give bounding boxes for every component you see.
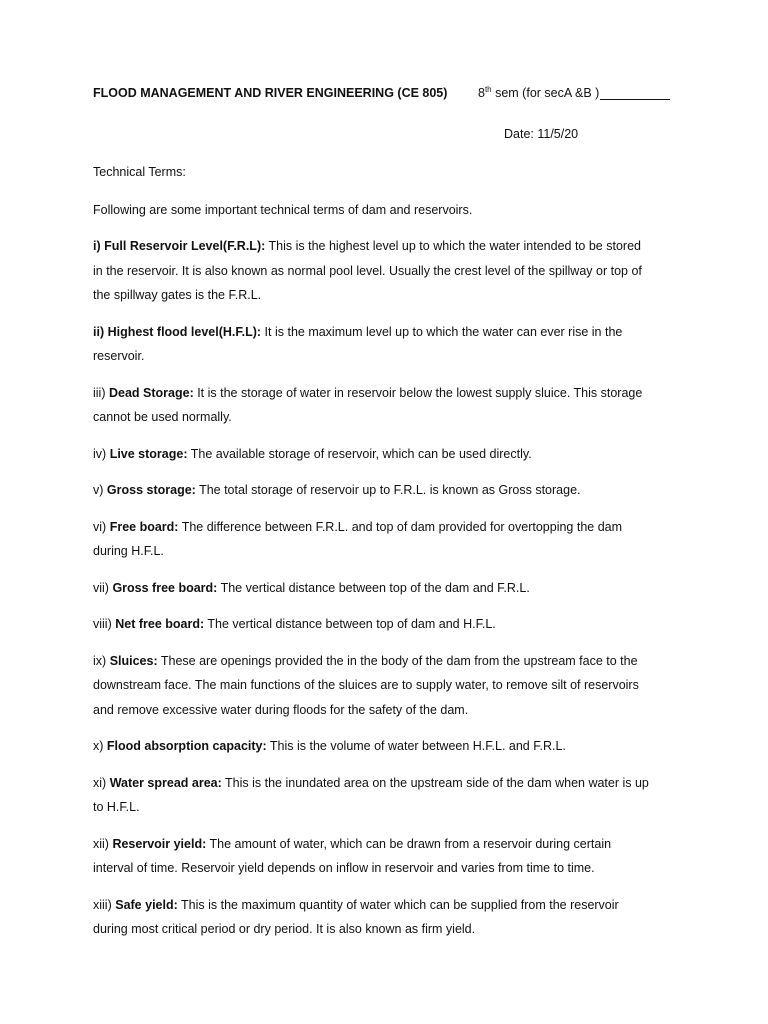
term-item [93, 442, 653, 467]
term-item [93, 576, 653, 601]
term-item [93, 734, 653, 759]
term-item [93, 649, 653, 723]
term-definition: The total storage of reservoir up to F.R.L. is known as Gross storage. [195, 483, 581, 497]
term-number: iii) [93, 385, 106, 400]
term-definition: The amount of water, which can be drawn from a reservoir during certain interval of time. Reservoir yield depends on inflow in reservoir and varies from time to time. [93, 836, 612, 875]
document-body [93, 160, 653, 954]
semester-number: 8 [478, 86, 485, 100]
term-name: Sluices: [109, 653, 158, 668]
blank-underline [600, 87, 670, 100]
semester-superscript: th [484, 84, 492, 94]
term-definition: The vertical distance between top of dam and H.F.L. [204, 617, 496, 631]
term-number: v) [93, 483, 104, 497]
term-name: Net free board: [115, 617, 205, 631]
section-heading: Technical Terms: [93, 165, 186, 179]
term-name: Water spread area: [109, 775, 222, 790]
semester-info [478, 86, 670, 100]
term-name: Full Reservoir Level(F.R.L): [104, 239, 266, 253]
term-name: Reservoir yield: [112, 836, 207, 851]
term-item [93, 478, 653, 503]
terms-list [93, 234, 653, 942]
term-number: ii) [93, 324, 105, 339]
term-name: Gross free board: [112, 580, 218, 595]
term-definition: This is the maximum quantity of water which can be supplied from the reservoir during most critical period or dry period. It is also known as firm yield. [93, 897, 619, 936]
term-definition: This is the volume of water between H.F.L. and F.R.L. [266, 739, 566, 753]
term-name: Dead Storage: [108, 385, 194, 400]
term-name: Gross storage: [106, 483, 196, 497]
intro-paragraph: Following are some important technical terms of dam and reservoirs. [93, 202, 473, 217]
course-title: FLOOD MANAGEMENT AND RIVER ENGINEERING (CE 805) [93, 86, 448, 100]
term-item [93, 893, 653, 942]
semester-text: sem (for secA &B ) [491, 86, 600, 100]
term-item [93, 515, 653, 564]
term-item [93, 381, 653, 430]
term-definition: The difference between F.R.L. and top of dam provided for overtopping the dam during H.F.L. [93, 519, 623, 558]
term-definition: This is the inundated area on the upstream side of the dam when water is up to H.F.L. [93, 775, 649, 814]
term-definition: It is the maximum level up to which the water can ever rise in the reservoir. [93, 324, 623, 363]
term-name: Highest flood level(H.F.L): [107, 324, 262, 339]
term-item [93, 612, 653, 637]
term-number: i) [93, 239, 101, 253]
term-number: xiii) [93, 897, 112, 912]
document-date: Date: 11/5/20 [504, 127, 579, 141]
term-number: viii) [93, 617, 112, 631]
term-number: vii) [93, 580, 109, 595]
term-number: x) [93, 739, 104, 753]
term-definition: It is the storage of water in reservoir below the lowest supply sluice. This storage cannot be used normally. [93, 385, 643, 424]
term-number: vi) [93, 519, 107, 534]
term-definition: This is the highest level up to which the water intended to be stored in the reservoir. It is also known as normal pool level. Usually the crest level of the spillway or top of the spillway gates is the F.R.L. [93, 239, 642, 302]
term-number: ix) [93, 653, 107, 668]
term-number: xi) [93, 775, 107, 790]
term-name: Free board: [109, 519, 179, 534]
term-item [93, 771, 653, 820]
term-definition: The vertical distance between top of the dam and F.R.L. [217, 580, 530, 595]
term-item [93, 234, 653, 308]
term-item [93, 832, 653, 881]
term-definition: The available storage of reservoir, which can be used directly. [187, 446, 532, 461]
term-name: Safe yield: [115, 897, 178, 912]
term-number: iv) [93, 446, 107, 461]
term-number: xii) [93, 836, 109, 851]
term-name: Flood absorption capacity: [106, 739, 267, 753]
term-item [93, 320, 653, 369]
term-definition: These are openings provided the in the body of the dam from the upstream face to the downstream face. The main functions of the sluices are to supply water, to remove silt of reservoirs and remove excessive water during floods for the safety of the dam. [93, 653, 639, 717]
term-name: Live storage: [109, 446, 188, 461]
